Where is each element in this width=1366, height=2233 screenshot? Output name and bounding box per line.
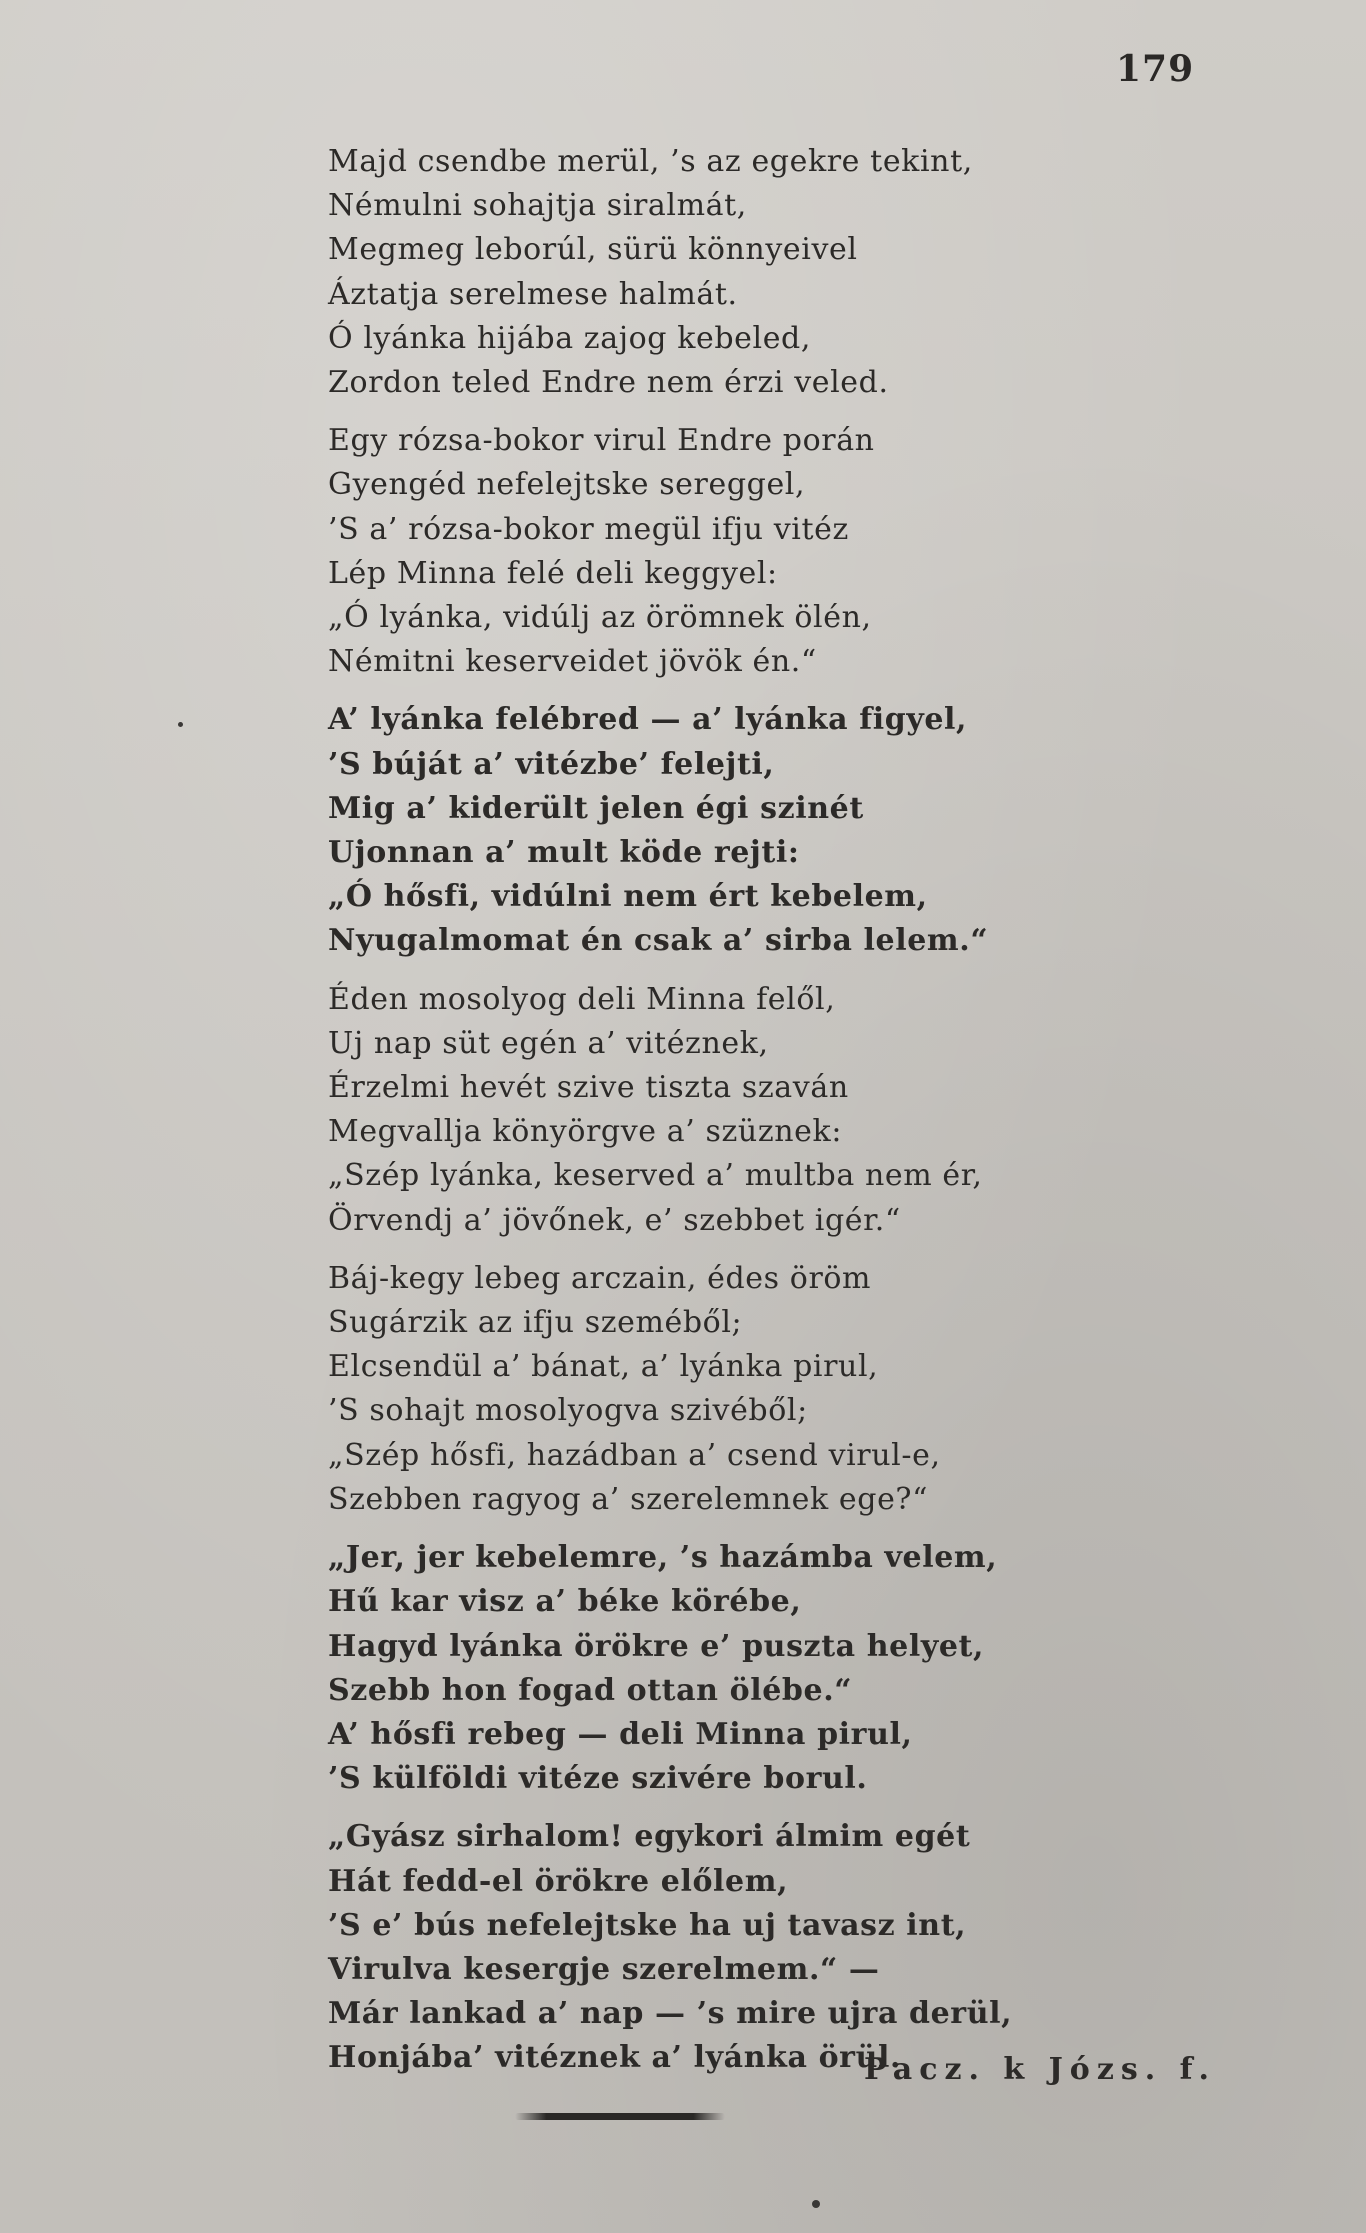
poem-line: „Ó hősfi, vidúlni nem ért kebelem, [328,879,928,915]
poem-line: A’ hősfi rebeg — deli Minna pirul, [328,1716,913,1752]
stanza-7 [328,1815,1228,2080]
poem-line: Örvendj a’ jövőnek, e’ szebbet igér.“ [328,1202,901,1238]
stanza-5 [328,1257,1228,1522]
poem-line: „Szép hősfi, hazádban a’ csend virul-e, [328,1437,941,1473]
stanza-3 [328,698,1228,963]
poem-line: ’S búját a’ vitézbe’ felejti, [328,746,775,782]
poem-line: Éden mosolyog deli Minna felől, [328,981,836,1017]
poem-line: Szebb hon fogad ottan ölébe.“ [328,1672,853,1708]
poem-line: ’S sohajt mosolyogva szivéből; [328,1393,808,1429]
end-rule-divider [515,2113,725,2120]
poem-line: ’S e’ bús nefelejtske ha uj tavasz int, [328,1907,967,1943]
poem-line: Némulni sohajtja siralmát, [328,188,747,224]
poem-line: Báj-kegy lebeg arczain, édes öröm [328,1260,872,1296]
poem-line: Gyengéd nefelejtske sereggel, [328,467,806,503]
poem-line: Érzelmi hevét szive tiszta szaván [328,1070,849,1106]
poem-line: Hát fedd-el örökre előlem, [328,1863,789,1899]
poem-line: Lép Minna felé deli keggyel: [328,555,778,591]
poem-line: A’ lyánka felébred — a’ lyánka figyel, [328,702,968,738]
poem-line: „Szép lyánka, keserved a’ multba nem ér, [328,1158,983,1194]
poem-line: Megvallja könyörgve a’ szüznek: [328,1114,843,1150]
poem-line: „Gyász sirhalom! egykori álmim egét [328,1819,971,1855]
poem-line: Hagyd lyánka örökre e’ puszta helyet, [328,1628,985,1664]
poem-line: Sugárzik az ifju szeméből; [328,1305,743,1341]
poem-line: Nyugalmomat én csak a’ sirba lelem.“ [328,923,989,959]
poem-line: Áztatja serelmese halmát. [328,276,738,312]
poem-line: „Ó lyánka, vidúlj az örömnek ölén, [328,600,872,636]
poem [328,140,1228,2095]
poem-line: Ó lyánka hijába zajog kebeled, [328,320,811,356]
poem-line: Szebben ragyog a’ szerelemnek ege?“ [328,1481,929,1517]
poem-line: Egy rózsa-bokor virul Endre porán [328,423,875,459]
poem-line: Virulva kesergje szerelmem.“ — [328,1951,880,1987]
poem-line: Mig a’ kiderült jelen égi szinét [328,790,864,826]
poem-line: Ujonnan a’ mult köde rejti: [328,835,800,871]
stanza-6 [328,1536,1228,1801]
poem-line: Honjába’ vitéznek a’ lyánka örül. [328,2040,902,2076]
author-signature: Pacz. k Józs. f. [864,2052,1216,2087]
ink-dot [812,2200,820,2208]
ink-dot [178,722,183,727]
poem-line: Megmeg leborúl, sürü könnyeivel [328,232,858,268]
stanza-1 [328,140,1228,405]
poem-line: Majd csendbe merül, ’s az egekre tekint, [328,144,973,179]
page-number: 179 [1116,48,1195,90]
poem-line: Hű kar visz a’ béke körébe, [328,1584,802,1620]
stanza-2 [328,419,1228,684]
poem-line: Már lankad a’ nap — ’s mire ujra derül, [328,1996,1013,2032]
poem-line: Zordon teled Endre nem érzi veled. [328,365,889,401]
poem-line: Uj nap süt egén a’ vitéznek, [328,1025,769,1061]
poem-line: „Jer, jer kebelemre, ’s hazámba velem, [328,1540,998,1576]
stanza-4 [328,978,1228,1243]
poem-line: Elcsendül a’ bánat, a’ lyánka pirul, [328,1349,879,1385]
poem-line: Némitni keserveidet jövök én.“ [328,644,817,680]
poem-line: ’S a’ rózsa-bokor megül ifju vitéz [328,511,849,547]
poem-line: ’S külföldi vitéze szivére borul. [328,1761,868,1797]
